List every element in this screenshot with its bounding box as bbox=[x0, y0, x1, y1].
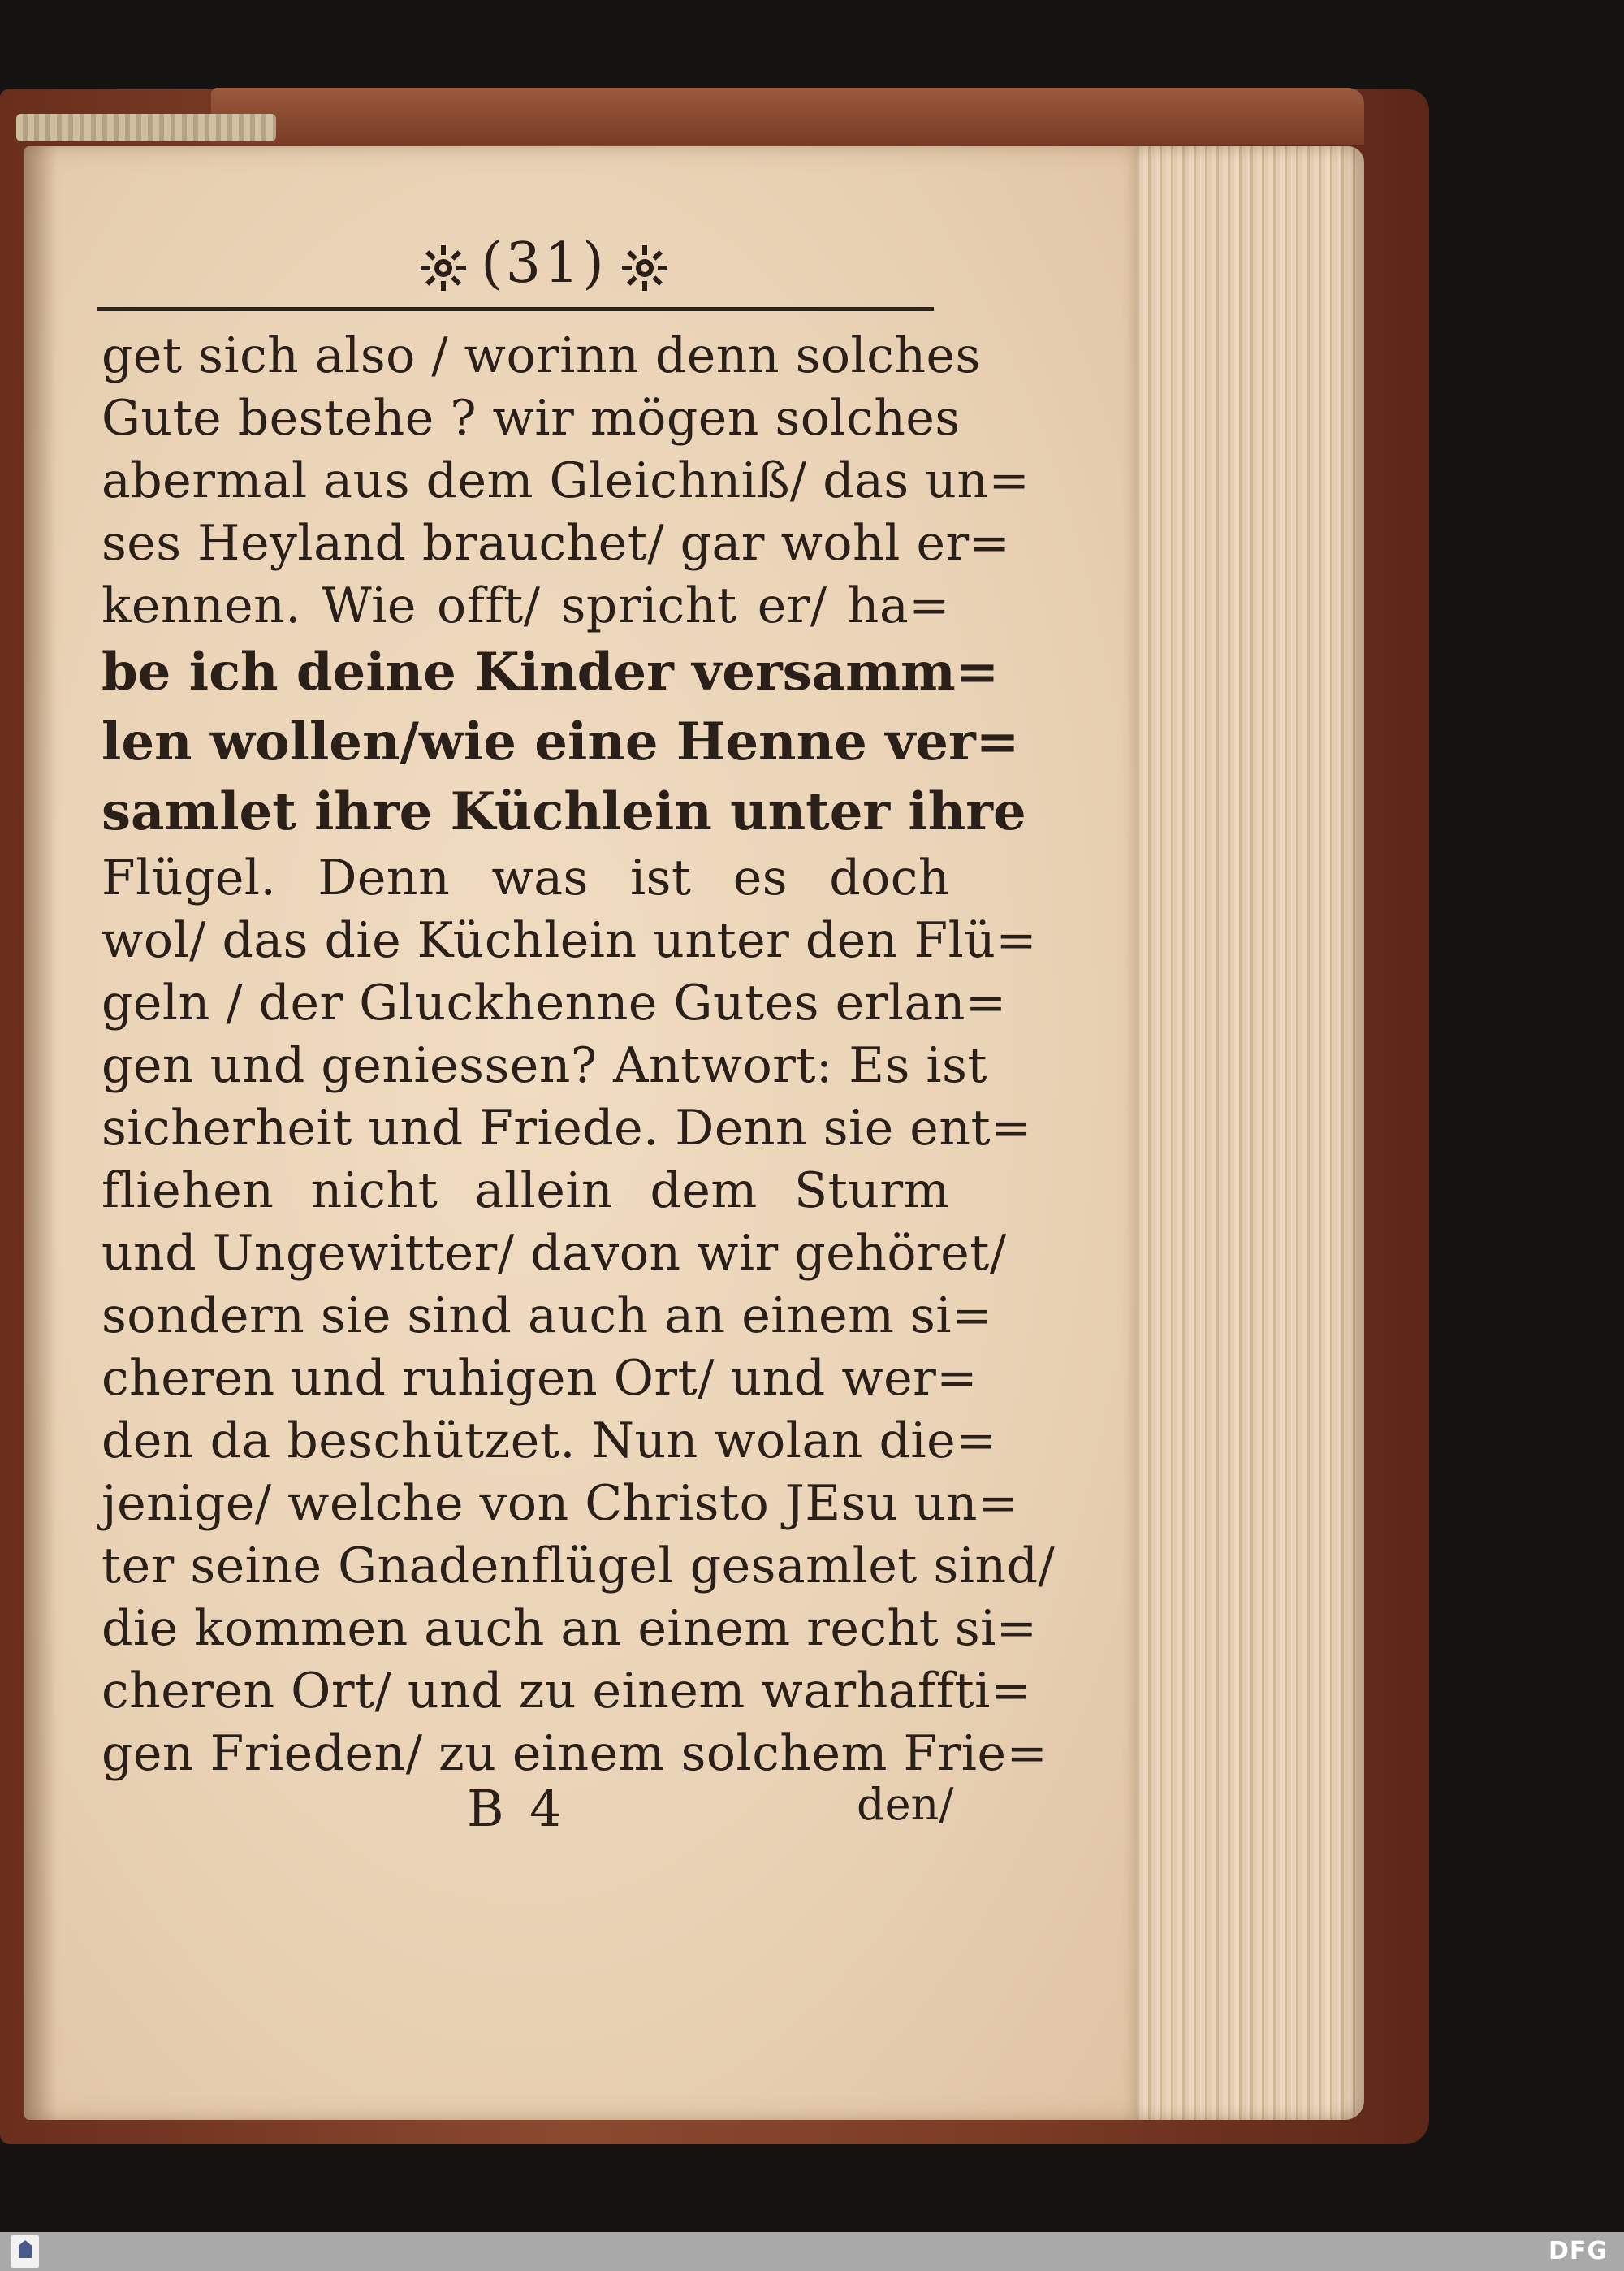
text-line: abermal aus dem Gleichniß/ das un= bbox=[102, 452, 1030, 509]
text-line: gen Frieden/ zu einem solchem Frie= bbox=[102, 1725, 1048, 1782]
text-line: kennen. Wie offt/ spricht er/ ha= bbox=[102, 577, 950, 634]
page-header bbox=[341, 219, 747, 309]
header-paren-close: ) bbox=[582, 231, 607, 296]
rosette-ornament-icon bbox=[419, 244, 468, 292]
text-line: cheren Ort/ und zu einem warhaffti= bbox=[102, 1663, 1032, 1719]
text-line: samlet ihre Küchlein unter ihre bbox=[102, 781, 1026, 842]
text-line: ter seine Gnadenflügel gesamlet sind/ bbox=[102, 1538, 1056, 1594]
text-line: sondern sie sind auch an einem si= bbox=[102, 1287, 993, 1344]
book-headband bbox=[16, 114, 276, 141]
text-line: be ich deine Kinder versamm= bbox=[102, 642, 1000, 703]
page-fore-edge bbox=[1121, 146, 1364, 2120]
book-cover-top-edge bbox=[211, 88, 1364, 145]
text-line: fliehen nicht allein dem Sturm bbox=[102, 1162, 950, 1219]
header-rule bbox=[97, 307, 934, 311]
text-line: len wollen/wie eine Henne ver= bbox=[102, 712, 1020, 772]
text-line: get sich also / worinn denn solches bbox=[102, 327, 981, 384]
text-line: cheren und ruhigen Ort/ und wer= bbox=[102, 1350, 978, 1407]
text-line: ses Heyland brauchet/ gar wohl er= bbox=[102, 515, 1011, 572]
text-line: Flügel. Denn was ist es doch bbox=[102, 850, 950, 906]
text-line: jenige/ welche von Christo JEsu un= bbox=[102, 1475, 1019, 1532]
text-line: Gute bestehe ? wir mögen solches bbox=[102, 390, 961, 447]
signature-mark: B 4 bbox=[467, 1779, 567, 1838]
text-line: gen und geniessen? Antwort: Es ist bbox=[102, 1037, 988, 1094]
rosette-ornament-icon bbox=[620, 244, 669, 292]
page-number: 31 bbox=[505, 231, 583, 296]
text-line: den da beschützet. Nun wolan die= bbox=[102, 1412, 997, 1469]
library-crest-icon bbox=[11, 2235, 39, 2268]
footer-bar bbox=[0, 2232, 1624, 2271]
text-line: und Ungewitter/ davon wir gehöret/ bbox=[102, 1225, 1007, 1282]
dfg-logo: DFG bbox=[1548, 2237, 1608, 2265]
text-line: geln / der Gluckhenne Gutes erlan= bbox=[102, 975, 1007, 1032]
text-line: wol/ das die Küchlein unter den Flü= bbox=[102, 912, 1038, 969]
text-line: sicherheit und Friede. Denn sie ent= bbox=[102, 1100, 1032, 1157]
gutter-shadow bbox=[24, 146, 57, 2120]
header-paren-open: ( bbox=[481, 231, 506, 296]
text-line: die kommen auch an einem recht si= bbox=[102, 1600, 1038, 1657]
text-block bbox=[102, 325, 1056, 1782]
catchword: den/ bbox=[857, 1779, 954, 1830]
